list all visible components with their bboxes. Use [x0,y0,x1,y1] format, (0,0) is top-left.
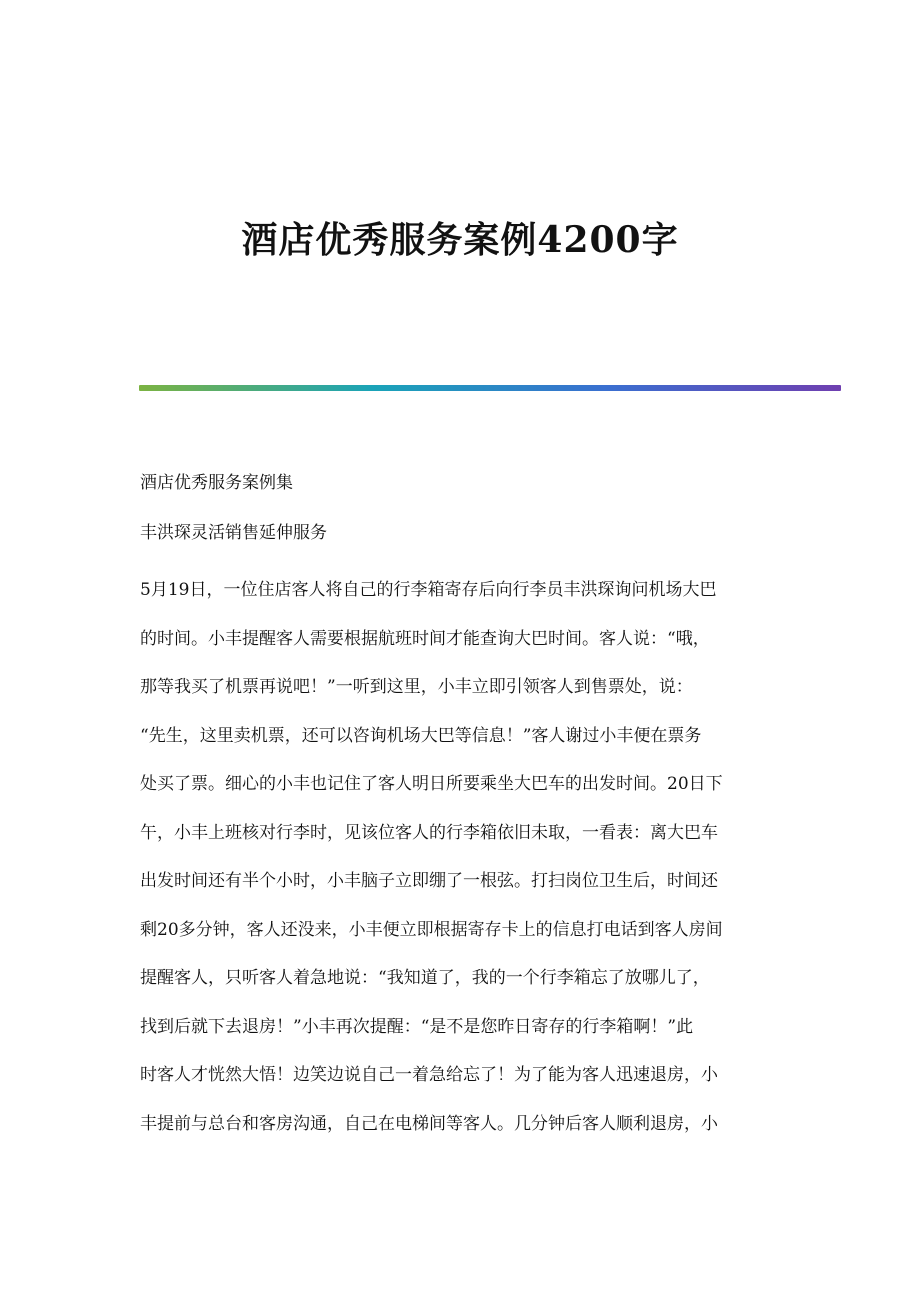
body-line: 出发时间还有半个小时，小丰脑子立即绷了一根弦。打扫岗位卫生后，时间还 [140,871,718,891]
body-line: “先生，这里卖机票，还可以咨询机场大巴等信息！”客人谢过小丰便在票务 [140,725,702,746]
body-line: 丰提前与总台和客房沟通，自己在电梯间等客人。几分钟后客人顺利退房，小 [140,1113,718,1134]
body-line: 提醒客人，只听客人着急地说：“我知道了，我的一个行李箱忘了放哪儿了， [140,968,710,988]
body-line: 处买了票。细心的小丰也记住了客人明日所要乘坐大巴车的出发时间。20日下 [140,774,723,794]
body-line: 5月19日，一位住店客人将自己的行李箱寄存后向行李员丰洪琛询问机场大巴 [140,580,717,600]
body-line: 午，小丰上班核对行李时，见该位客人的行李箱依旧未取，一看表：离大巴车 [140,822,718,843]
document-content [140,466,780,1148]
collection-title: 酒店优秀服务案例集 [140,473,293,493]
body-paragraph [140,566,780,1148]
case-title: 丰洪琛灵活销售延伸服务 [140,523,327,543]
body-line: 剩20多分钟，客人还没来，小丰便立即根据寄存卡上的信息打电话到客人房间 [140,919,723,940]
title-gradient-rule [139,385,841,391]
document-title: 酒店优秀服务案例4200字 [241,219,679,261]
body-line: 的时间。小丰提醒客人需要根据航班时间才能查询大巴时间。客人说：“哦， [140,628,710,649]
body-line: 时客人才恍然大悟！边笑边说自己一着急给忘了！为了能为客人迅速退房，小 [140,1065,718,1085]
body-line: 那等我买了机票再说吧！”一听到这里，小丰立即引领客人到售票处，说： [140,677,693,697]
body-line: 找到后就下去退房！”小丰再次提醒：“是不是您昨日寄存的行李箱啊！”此 [140,1016,694,1037]
